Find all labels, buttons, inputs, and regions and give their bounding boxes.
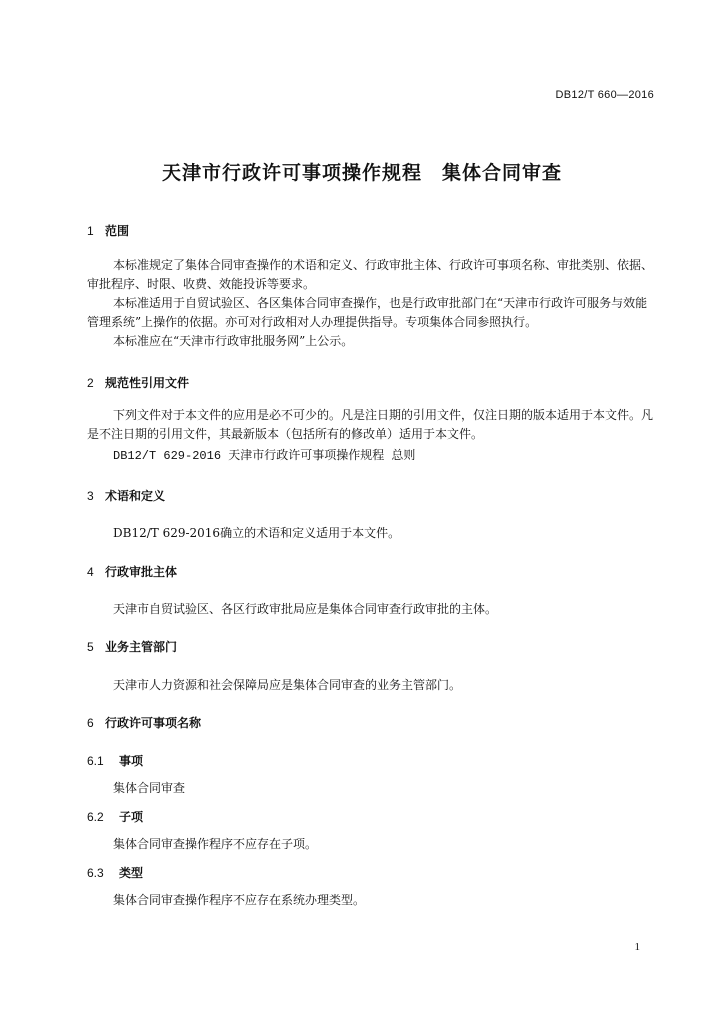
section-number: 3 (87, 489, 94, 503)
section-6-heading (87, 714, 201, 731)
page-number: 1 (634, 941, 640, 953)
section-number: 6.3 (87, 866, 104, 880)
section-4-paragraph-1: 天津市自贸试验区、各区行政审批局应是集体合同审查行政审批的主体。 (113, 602, 498, 616)
section-title: 业务主管部门 (105, 640, 178, 654)
section-1-paragraph-2: 本标准适用于自贸试验区、各区集体合同审查操作，也是行政审批部门在“天津市行政许可服务与效能管理系统”上操作的依据。亦可对行政相对人办理提供指导。专项集体合同参照执行。 (87, 296, 648, 329)
section-3-paragraph-1: DB12/T 629-2016确立的术语和定义适用于本文件。 (113, 526, 401, 540)
section-number: 6 (87, 716, 94, 730)
normative-reference: DB12/T 629-2016 天津市行政许可事项操作规程 总则 (113, 449, 416, 463)
section-6-2-paragraph: 集体合同审查操作程序不应存在子项。 (113, 837, 318, 851)
section-number: 2 (87, 376, 94, 390)
section-title: 子项 (119, 810, 144, 824)
section-4-heading (87, 563, 177, 580)
section-6-3-heading (87, 864, 143, 881)
section-6-1-heading (87, 752, 143, 769)
section-1-heading (87, 222, 129, 239)
section-title: 范围 (105, 224, 130, 238)
document-title: 天津市行政许可事项操作规程 集体合同审查 (161, 162, 562, 184)
section-2-paragraph-1: 下列文件对于本文件的应用是必不可少的。凡是注日期的引用文件，仅注日期的版本适用于本文件。凡是不注日期的引用文件，其最新版本（包括所有的修改单）适用于本文件。 (87, 408, 654, 441)
standard-number: DB12/T 660—2016 (555, 89, 654, 101)
section-5-heading (87, 638, 177, 655)
section-title: 类型 (119, 866, 144, 880)
section-title: 行政许可事项名称 (105, 716, 202, 730)
section-title: 事项 (119, 754, 144, 768)
section-title: 规范性引用文件 (105, 376, 190, 390)
section-number: 5 (87, 640, 94, 654)
section-5-paragraph-1: 天津市人力资源和社会保障局应是集体合同审查的业务主管部门。 (113, 678, 462, 692)
section-number: 1 (87, 224, 94, 238)
section-6-1-paragraph: 集体合同审查 (113, 781, 186, 795)
section-1-paragraph-3: 本标准应在“天津市行政审批服务网”上公示。 (113, 334, 354, 348)
section-6-2-heading (87, 808, 143, 825)
section-3-heading (87, 487, 165, 504)
section-title: 行政审批主体 (105, 565, 178, 579)
section-number: 6.1 (87, 754, 104, 768)
section-2-heading (87, 374, 189, 391)
section-1-paragraph-1: 本标准规定了集体合同审查操作的术语和定义、行政审批主体、行政许可事项名称、审批类别、依据、审批程序、时限、收费、效能投诉等要求。 (87, 258, 654, 291)
section-title: 术语和定义 (105, 489, 166, 503)
section-6-3-paragraph: 集体合同审查操作程序不应存在系统办理类型。 (113, 893, 366, 907)
section-number: 4 (87, 565, 94, 579)
section-number: 6.2 (87, 810, 104, 824)
